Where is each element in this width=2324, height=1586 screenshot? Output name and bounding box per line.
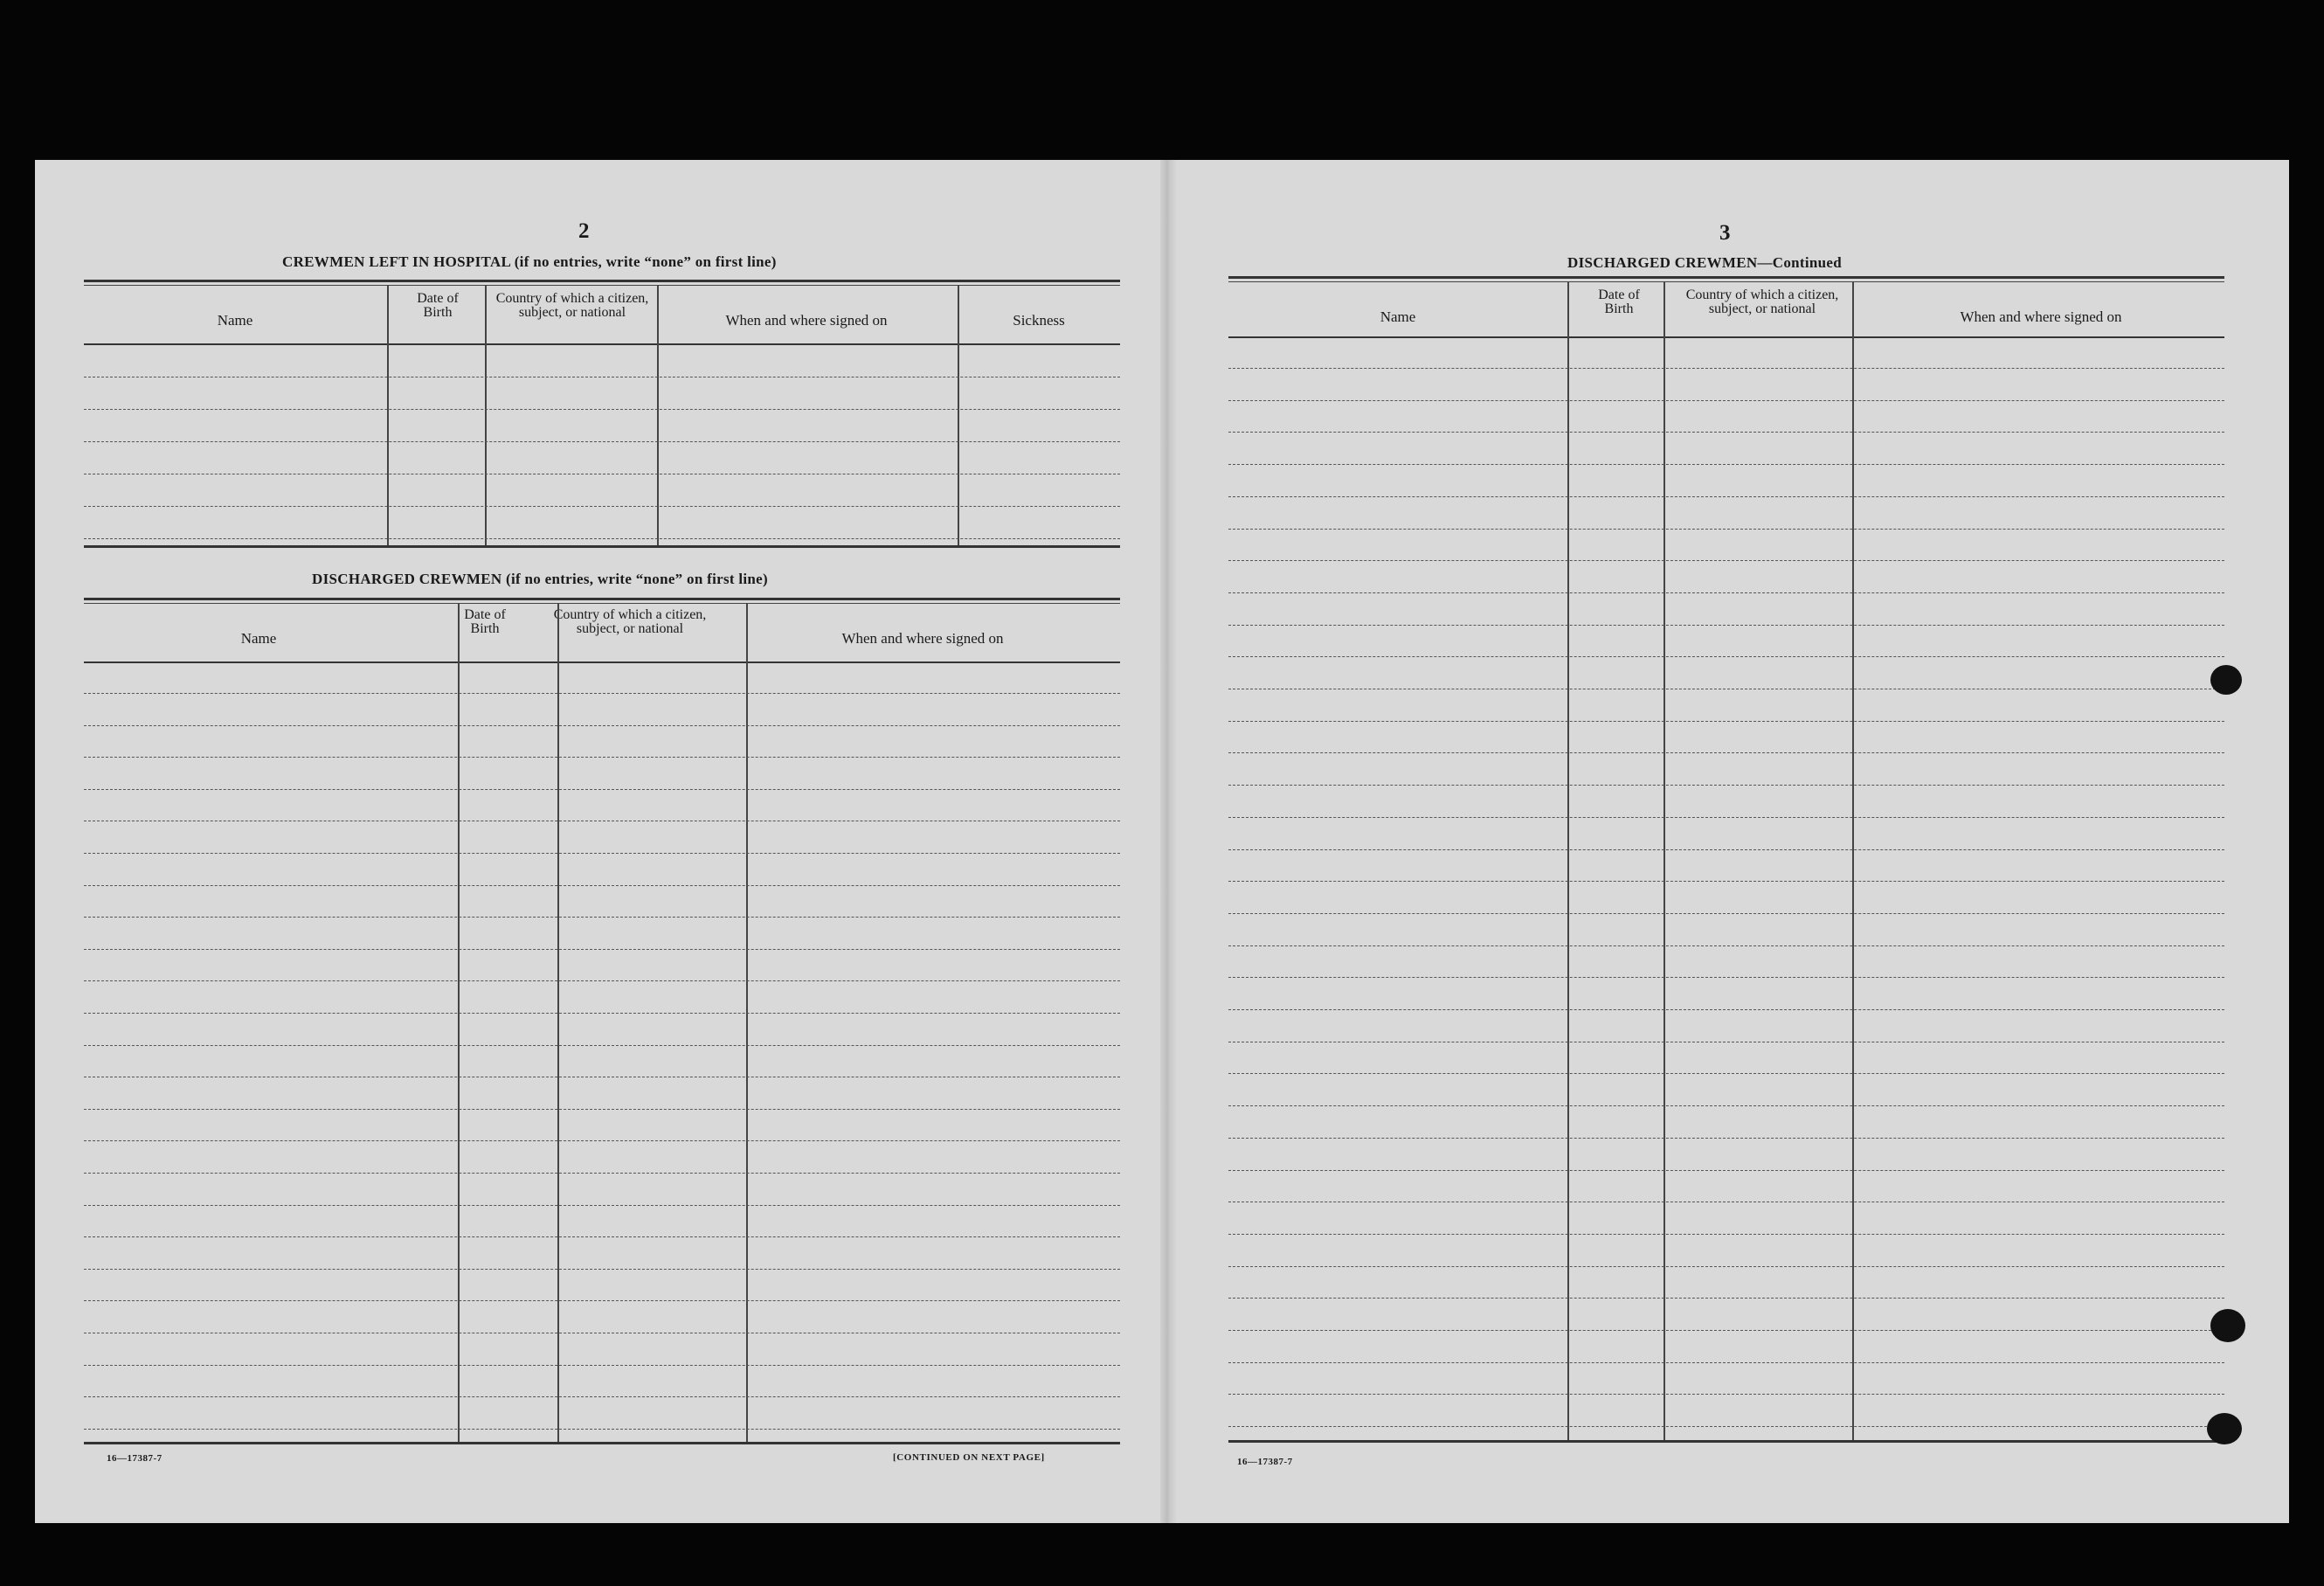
blank-entry-row — [84, 1269, 1120, 1270]
blank-entry-row — [84, 980, 1120, 981]
col-country — [488, 292, 657, 320]
col-country-label: Country of which a citizen, subject, or national — [553, 607, 707, 636]
form-number: 16—17387-7 — [107, 1453, 163, 1464]
blank-entry-row — [84, 1236, 1120, 1237]
col-date-of-birth — [390, 292, 486, 320]
blank-entry-row — [1228, 400, 2224, 401]
blank-entry-row — [1228, 432, 2224, 433]
discharged-section-note: (if no entries, write “none” on first line) — [506, 571, 768, 587]
blank-entry-row — [84, 885, 1120, 886]
discharged-continued-heading — [1567, 254, 1842, 272]
col-country-label: Country of which a citizen, subject, or national — [495, 291, 649, 320]
blank-entry-row — [1228, 721, 2224, 722]
blank-entry-row — [84, 1365, 1120, 1366]
page-number: 3 — [1719, 221, 1731, 245]
blank-entry-row — [1228, 1394, 2224, 1395]
blank-entry-row — [1228, 496, 2224, 497]
hospital-section-title: CREWMEN LEFT IN HOSPITAL — [282, 253, 511, 270]
punch-hole-mark — [2210, 665, 2242, 695]
blank-entry-row — [84, 1013, 1120, 1014]
col-date-of-birth-label: Date of Birth — [464, 607, 506, 636]
blank-entry-row — [84, 1173, 1120, 1174]
blank-entry-row — [84, 917, 1120, 918]
blank-entry-row — [1228, 849, 2224, 850]
hospital-table — [84, 280, 1120, 547]
continued-note: [CONTINUED ON NEXT PAGE] — [893, 1452, 1045, 1463]
blank-entry-row — [1228, 592, 2224, 593]
blank-entry-row — [84, 693, 1120, 694]
blank-entry-row — [1228, 1298, 2224, 1299]
blank-entry-row — [1228, 1426, 2224, 1427]
col-signed-on: When and where signed on — [1960, 308, 2122, 325]
blank-entry-row — [1228, 464, 2224, 465]
blank-entry-row — [84, 949, 1120, 950]
col-country — [1669, 288, 1856, 316]
hospital-section-note: (if no entries, write “none” on first line) — [514, 253, 777, 270]
blank-entry-row — [1228, 817, 2224, 818]
page-fold — [1160, 160, 1176, 1523]
form-number: 16—17387-7 — [1237, 1457, 1293, 1467]
blank-entry-row — [84, 1396, 1120, 1397]
blank-entry-row — [1228, 560, 2224, 561]
blank-entry-row — [84, 853, 1120, 854]
col-country — [535, 608, 725, 636]
blank-entry-row — [1228, 1073, 2224, 1074]
blank-entry-row — [1228, 529, 2224, 530]
blank-entry-row — [84, 757, 1120, 758]
col-date-of-birth — [437, 608, 533, 636]
blank-entry-row — [1228, 913, 2224, 914]
punch-hole-mark — [2207, 1413, 2242, 1444]
blank-entry-row — [84, 1300, 1120, 1301]
blank-entry-row — [84, 538, 1120, 539]
right-page — [1176, 160, 2289, 1523]
continued-suffix: —Continued — [1757, 254, 1842, 271]
blank-entry-row — [84, 1429, 1120, 1430]
col-date-of-birth-label: Date of Birth — [1598, 287, 1640, 316]
blank-entry-row — [1228, 1105, 2224, 1106]
col-name: Name — [217, 312, 253, 329]
discharged-section-title: DISCHARGED CREWMEN — [312, 571, 502, 587]
col-name: Name — [1380, 308, 1416, 325]
blank-entry-row — [1228, 785, 2224, 786]
blank-entry-row — [84, 441, 1120, 442]
blank-entry-row — [1228, 1170, 2224, 1171]
blank-entry-row — [1228, 752, 2224, 753]
blank-entry-row — [84, 409, 1120, 410]
col-signed-on: When and where signed on — [841, 630, 1004, 647]
blank-entry-row — [1228, 1266, 2224, 1267]
blank-entry-row — [84, 1045, 1120, 1046]
blank-entry-row — [1228, 977, 2224, 978]
blank-entry-row — [84, 1140, 1120, 1141]
blank-entry-row — [1228, 625, 2224, 626]
col-name: Name — [240, 630, 277, 647]
blank-entry-row — [1228, 656, 2224, 657]
scanned-form-sheet — [35, 160, 2289, 1523]
blank-entry-row — [84, 506, 1120, 507]
blank-entry-row — [1228, 1234, 2224, 1235]
blank-entry-row — [1228, 881, 2224, 882]
blank-entry-row — [1228, 945, 2224, 946]
punch-hole-mark — [2210, 1309, 2245, 1342]
col-date-of-birth — [1571, 288, 1667, 316]
col-date-of-birth-label: Date of Birth — [417, 291, 459, 320]
blank-entry-row — [1228, 1009, 2224, 1010]
blank-entry-row — [1228, 1138, 2224, 1139]
col-country-label: Country of which a citizen, subject, or national — [1685, 287, 1839, 316]
discharged-continued-title: DISCHARGED CREWMEN — [1567, 254, 1758, 271]
blank-entry-row — [84, 725, 1120, 726]
discharged-table — [84, 598, 1120, 1445]
blank-entry-row — [84, 1205, 1120, 1206]
discharged-continued-table — [1228, 276, 2224, 1444]
hospital-section-heading — [282, 253, 777, 271]
page-number: 2 — [578, 219, 590, 243]
blank-entry-row — [1228, 1330, 2224, 1331]
blank-entry-row — [84, 789, 1120, 790]
col-signed-on: When and where signed on — [725, 312, 888, 329]
blank-entry-row — [1228, 368, 2224, 369]
blank-entry-row — [1228, 1362, 2224, 1363]
blank-entry-row — [84, 1109, 1120, 1110]
left-page — [35, 160, 1160, 1523]
col-sickness: Sickness — [1013, 312, 1065, 329]
discharged-section-heading — [312, 571, 768, 588]
